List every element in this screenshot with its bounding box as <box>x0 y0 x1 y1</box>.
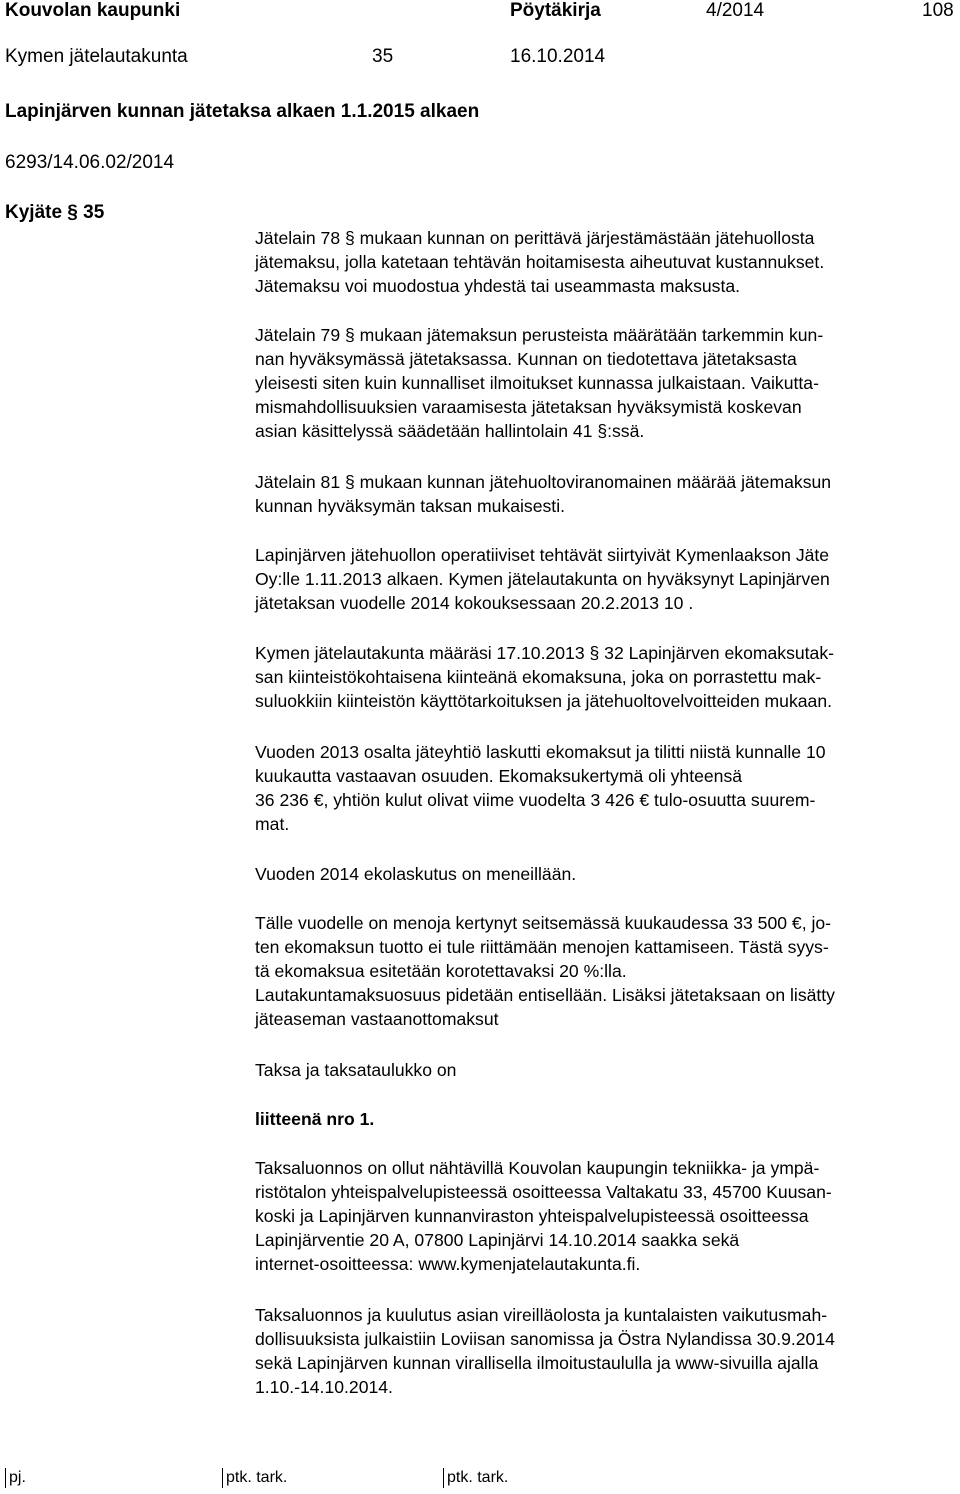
footer-minutes-checker-2: ptk. tark. <box>443 1468 508 1488</box>
page-number: 108 <box>922 0 954 21</box>
attachment-label: liitteenä nro 1. <box>255 1109 375 1129</box>
paragraph-5: Kymen jätelautakunta määräsi 17.10.2013 § 32 Lapinjärven ekomaksutak- san kiinteistökohtaisena kiinteänä ekomaksuna, joka on porrastettu mak- suluokkiin kiinteistön käyttötarkoituksen ja jätehuoltovelvoitteiden mukaan. <box>255 643 834 711</box>
footer-chairman: pj. <box>5 1468 26 1488</box>
document-title: Lapinjärven kunnan jätetaksa alkaen 1.1.2015 alkaen <box>5 101 480 122</box>
paragraph-1: Jätelain 78 § mukaan kunnan on perittävä järjestämästään jätehuollosta jätemaksu, jolla katetaan tehtävän hoitamisesta aiheutuvat kustannukset. Jätemaksu voi muodostua yhdestä tai useammasta maksusta. <box>255 228 825 296</box>
paragraph-6: Vuoden 2013 osalta jäteyhtiö laskutti ekomaksut ja tilitti niistä kunnalle 10 kuukautta vastaavan osuuden. Ekomaksukertymä oli yhteensä 36 236 €, yhtiön kulut olivat viime vuodelta 3 426 € tulo-osuutta suurem- mat. <box>255 742 826 834</box>
paragraph-2: Jätelain 79 § mukaan jätemaksun perusteista määrätään tarkemmin kun- nan hyväksymässä jätetaksassa. Kunnan on tiedotettava jätetaksasta yleisesti siten kuin kunnalliset ilmoitukset kunnassa julkaistaan. Vaikutta- mismahdollisuuksien varaamisesta jätetaksan hyväksymistä koskevan asian käsittelyssä säädetään hallintolain 41 §:ssä. <box>255 325 824 441</box>
paragraph-11: Taksaluonnos ja kuulutus asian vireilläolosta ja kuntalaisten vaikutusmah- dollisuuksista julkaistiin Loviisan sanomissa ja Östra Nylandissa 30.9.2014 sekä Lapinjärven kunnan virallisella ilmoitustaululla ja www-sivuilla ajalla 1.10.-14.10.2014. <box>255 1305 835 1397</box>
paragraph-9: Taksa ja taksataulukko on <box>255 1060 457 1080</box>
issue-number: 4/2014 <box>706 0 765 21</box>
matter-label: Kyjäte § 35 <box>5 202 105 223</box>
footer-minutes-checker-1: ptk. tark. <box>222 1468 287 1488</box>
paragraph-8: Tälle vuodelle on menoja kertynyt seitsemässä kuukaudessa 33 500 €, jo- ten ekomaksun tuotto ei tule riittämään menojen kattamiseen. Tästä syys- tä ekomaksua esitetään korotettavaksi 20 %:lla. Lautakuntamaksuosuus pidetään entisellään. Lisäksi jätetaksaan on lisätty jäteaseman vastaanottomaksut <box>255 913 835 1029</box>
organization-name: Kouvolan kaupunki <box>5 0 181 21</box>
paragraph-7: Vuoden 2014 ekolaskutus on meneillään. <box>255 864 577 884</box>
section-number: 35 <box>372 46 394 67</box>
document-type: Pöytäkirja <box>510 0 601 21</box>
meeting-date: 16.10.2014 <box>510 46 606 67</box>
paragraph-3: Jätelain 81 § mukaan kunnan jätehuoltoviranomainen määrää jätemaksun kunnan hyväksymän taksan mukaisesti. <box>255 472 832 516</box>
reference-number: 6293/14.06.02/2014 <box>5 152 175 173</box>
committee-name: Kymen jätelautakunta <box>5 46 188 67</box>
paragraph-4: Lapinjärven jätehuollon operatiiviset tehtävät siirtyivät Kymenlaakson Jäte Oy:lle 1.11.2013 alkaen. Kymen jätelautakunta on hyväksynyt Lapinjärven jätetaksan vuodelle 2014 kokouksessaan 20.2.2013 10 . <box>255 545 830 613</box>
paragraph-10: Taksaluonnos on ollut nähtävillä Kouvolan kaupungin tekniikka- ja ympä- ristötalon yhteispalvelupisteessä osoitteessa Valtakatu 33, 45700 Kuusan- koski ja Lapinjärven kunnanviraston yhteispalvelupisteessä osoitteessa Lapinjärventie 20 A, 07800 Lapinjärvi 14.10.2014 saakka sekä internet-osoitteessa: www.kymenjatelautakunta.fi. <box>255 1158 832 1274</box>
